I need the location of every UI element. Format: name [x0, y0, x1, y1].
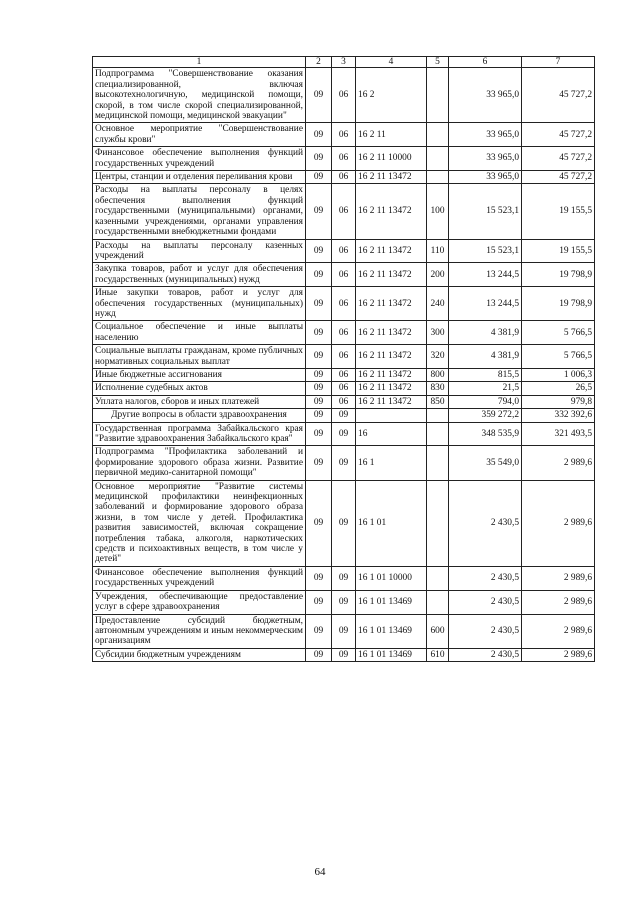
amount-year-2-cell: 979,8: [522, 395, 595, 408]
expense-type-cell: [427, 171, 449, 184]
column-header: 1: [93, 57, 306, 68]
amount-year-1-cell: 33 965,0: [449, 68, 522, 123]
amount-year-2-cell: 2 989,6: [522, 480, 595, 566]
amount-year-2-cell: 45 727,2: [522, 147, 595, 171]
amount-year-1-cell: 35 549,0: [449, 446, 522, 480]
table-row: [93, 422, 595, 446]
subsection-code-cell: 06: [332, 382, 356, 395]
subsection-code-cell: 06: [332, 368, 356, 381]
column-header: 3: [332, 57, 356, 68]
subsection-code-cell: 09: [332, 480, 356, 566]
column-header: 5: [427, 57, 449, 68]
row-name-cell: Социальные выплаты гражданам, кроме публичных нормативных социальных выплат: [93, 345, 306, 369]
amount-year-1-cell: 15 523,1: [449, 184, 522, 239]
row-name-cell: Подпрограмма "Совершенствование оказания специализированной, включая высокотехнологичную, медицинской помощи, скорой, в том числе скорой специализированной, медицинской помощи, медицинской эвакуации": [93, 68, 306, 123]
expense-type-cell: [427, 480, 449, 566]
row-name-cell: Социальное обеспечение и иные выплаты населению: [93, 321, 306, 345]
target-article-cell: 16 2 11 10000: [356, 147, 427, 171]
subsection-code-cell: 06: [332, 345, 356, 369]
amount-year-2-cell: 2 989,6: [522, 446, 595, 480]
table-row: [93, 382, 595, 395]
section-code-cell: 09: [306, 480, 332, 566]
amount-year-1-cell: 359 272,2: [449, 409, 522, 422]
table-header-row: [93, 57, 595, 68]
amount-year-2-cell: 19 798,9: [522, 263, 595, 287]
amount-year-2-cell: 1 006,3: [522, 368, 595, 381]
target-article-cell: 16 1 01: [356, 480, 427, 566]
target-article-cell: 16 1: [356, 446, 427, 480]
row-name-cell: Финансовое обеспечение выполнения функций государственных учреждений: [93, 147, 306, 171]
target-article-cell: 16 1 01 13469: [356, 648, 427, 661]
amount-year-2-cell: 5 766,5: [522, 321, 595, 345]
amount-year-1-cell: 21,5: [449, 382, 522, 395]
section-code-cell: 09: [306, 68, 332, 123]
target-article-cell: 16 2 11 13472: [356, 395, 427, 408]
target-article-cell: 16: [356, 422, 427, 446]
section-code-cell: 09: [306, 171, 332, 184]
row-name-cell: Основное мероприятие "Развитие системы медицинской профилактики неинфекционных заболеваний и формирование здорового образа жизни, в том числе у детей. Профилактика развития зависимостей, включая сокращение потребления табака, алкоголя, наркотических средств и психоактивных веществ, в том числе у детей": [93, 480, 306, 566]
column-header: 4: [356, 57, 427, 68]
subsection-code-cell: 06: [332, 184, 356, 239]
table-row: [93, 287, 595, 321]
section-code-cell: 09: [306, 287, 332, 321]
expense-type-cell: 200: [427, 263, 449, 287]
amount-year-2-cell: 45 727,2: [522, 171, 595, 184]
expense-type-cell: [427, 590, 449, 614]
amount-year-2-cell: 332 392,6: [522, 409, 595, 422]
table-row: [93, 614, 595, 648]
amount-year-1-cell: 4 381,9: [449, 345, 522, 369]
expense-type-cell: 600: [427, 614, 449, 648]
row-name-cell: Расходы на выплаты персоналу казенных учреждений: [93, 239, 306, 263]
subsection-code-cell: 09: [332, 590, 356, 614]
section-code-cell: 09: [306, 147, 332, 171]
expense-type-cell: [427, 422, 449, 446]
subsection-code-cell: 09: [332, 446, 356, 480]
table-row: [93, 345, 595, 369]
amount-year-2-cell: 2 989,6: [522, 614, 595, 648]
subsection-code-cell: 06: [332, 321, 356, 345]
amount-year-1-cell: 33 965,0: [449, 123, 522, 147]
subsection-code-cell: 09: [332, 409, 356, 422]
amount-year-2-cell: 2 989,6: [522, 648, 595, 661]
column-header: 2: [306, 57, 332, 68]
target-article-cell: 16 2 11 13472: [356, 239, 427, 263]
row-name-cell: Субсидии бюджетным учреждениям: [93, 648, 306, 661]
expense-type-cell: 850: [427, 395, 449, 408]
table-row: [93, 239, 595, 263]
section-code-cell: 09: [306, 409, 332, 422]
target-article-cell: 16 2 11 13472: [356, 321, 427, 345]
table-row: [93, 590, 595, 614]
table-row: [93, 123, 595, 147]
subsection-code-cell: 09: [332, 614, 356, 648]
row-name-cell: Расходы на выплаты персоналу в целях обеспечения выполнения функций государственными (муниципальными) органами, казенными учреждениями, органами управления государственными внебюджетными фондами: [93, 184, 306, 239]
section-code-cell: 09: [306, 446, 332, 480]
table-row: [93, 171, 595, 184]
target-article-cell: 16 1 01 13469: [356, 614, 427, 648]
subsection-code-cell: 06: [332, 287, 356, 321]
expense-type-cell: 800: [427, 368, 449, 381]
amount-year-2-cell: 26,5: [522, 382, 595, 395]
subsection-code-cell: 06: [332, 147, 356, 171]
amount-year-1-cell: 348 535,9: [449, 422, 522, 446]
section-code-cell: 09: [306, 395, 332, 408]
expense-type-cell: 110: [427, 239, 449, 263]
row-name-cell: Исполнение судебных актов: [93, 382, 306, 395]
section-code-cell: 09: [306, 123, 332, 147]
row-name-cell: Основное мероприятие "Совершенствование службы крови": [93, 123, 306, 147]
amount-year-2-cell: 321 493,5: [522, 422, 595, 446]
amount-year-1-cell: 13 244,5: [449, 287, 522, 321]
section-code-cell: 09: [306, 321, 332, 345]
expense-type-cell: [427, 68, 449, 123]
target-article-cell: 16 2 11: [356, 123, 427, 147]
expense-type-cell: 300: [427, 321, 449, 345]
section-code-cell: 09: [306, 614, 332, 648]
amount-year-1-cell: 2 430,5: [449, 614, 522, 648]
subsection-code-cell: 09: [332, 422, 356, 446]
target-article-cell: 16 2 11 13472: [356, 345, 427, 369]
amount-year-2-cell: 45 727,2: [522, 123, 595, 147]
subsection-code-cell: 09: [332, 648, 356, 661]
amount-year-2-cell: 19 155,5: [522, 184, 595, 239]
amount-year-1-cell: 4 381,9: [449, 321, 522, 345]
table-row: [93, 446, 595, 480]
subsection-code-cell: 06: [332, 263, 356, 287]
table-row: [93, 409, 595, 422]
expense-type-cell: 830: [427, 382, 449, 395]
amount-year-1-cell: 33 965,0: [449, 147, 522, 171]
column-header: 6: [449, 57, 522, 68]
target-article-cell: 16 2 11 13472: [356, 287, 427, 321]
subsection-code-cell: 09: [332, 566, 356, 590]
page-number: 64: [314, 866, 326, 878]
amount-year-1-cell: 2 430,5: [449, 480, 522, 566]
expense-type-cell: 240: [427, 287, 449, 321]
expense-type-cell: [427, 566, 449, 590]
expense-type-cell: 320: [427, 345, 449, 369]
target-article-cell: 16 2 11 13472: [356, 263, 427, 287]
target-article-cell: 16 1 01 10000: [356, 566, 427, 590]
table-row: [93, 368, 595, 381]
row-name-cell: Финансовое обеспечение выполнения функций государственных учреждений: [93, 566, 306, 590]
row-name-cell: Учреждения, обеспечивающие предоставление услуг в сфере здравоохранения: [93, 590, 306, 614]
table-row: [93, 68, 595, 123]
table-row: [93, 263, 595, 287]
subsection-code-cell: 06: [332, 171, 356, 184]
table-row: [93, 566, 595, 590]
section-code-cell: 09: [306, 263, 332, 287]
amount-year-1-cell: 794,0: [449, 395, 522, 408]
row-name-cell: Иные бюджетные ассигнования: [93, 368, 306, 381]
expense-type-cell: 610: [427, 648, 449, 661]
row-name-cell: Закупка товаров, работ и услуг для обеспечения государственных (муниципальных) нужд: [93, 263, 306, 287]
subsection-code-cell: 06: [332, 395, 356, 408]
section-code-cell: 09: [306, 239, 332, 263]
budget-table: [92, 56, 595, 662]
expense-type-cell: [427, 123, 449, 147]
amount-year-1-cell: 2 430,5: [449, 566, 522, 590]
table-row: [93, 184, 595, 239]
expense-type-cell: 100: [427, 184, 449, 239]
row-name-cell: Государственная программа Забайкальского края "Развитие здравоохранения Забайкальского края": [93, 422, 306, 446]
row-name-cell: Иные закупки товаров, работ и услуг для обеспечения государственных (муниципальных) нужд: [93, 287, 306, 321]
section-code-cell: 09: [306, 590, 332, 614]
amount-year-1-cell: 2 430,5: [449, 648, 522, 661]
table-row: [93, 648, 595, 661]
section-code-cell: 09: [306, 345, 332, 369]
target-article-cell: 16 2 11 13472: [356, 184, 427, 239]
section-code-cell: 09: [306, 648, 332, 661]
target-article-cell: 16 2: [356, 68, 427, 123]
section-code-cell: 09: [306, 368, 332, 381]
column-header: 7: [522, 57, 595, 68]
row-name-cell: Уплата налогов, сборов и иных платежей: [93, 395, 306, 408]
section-code-cell: 09: [306, 382, 332, 395]
table-body: [93, 68, 595, 662]
target-article-cell: 16 1 01 13469: [356, 590, 427, 614]
row-name-cell: Центры, станции и отделения переливания крови: [93, 171, 306, 184]
table-row: [93, 480, 595, 566]
row-name-cell: Подпрограмма "Профилактика заболеваний и формирование здорового образа жизни. Развитие первичной медико-санитарной помощи": [93, 446, 306, 480]
subsection-code-cell: 06: [332, 68, 356, 123]
table-row: [93, 147, 595, 171]
section-code-cell: 09: [306, 184, 332, 239]
subsection-code-cell: 06: [332, 239, 356, 263]
amount-year-2-cell: 45 727,2: [522, 68, 595, 123]
row-name-cell: Другие вопросы в области здравоохранения: [93, 409, 306, 422]
section-code-cell: 09: [306, 422, 332, 446]
target-article-cell: 16 2 11 13472: [356, 171, 427, 184]
amount-year-1-cell: 33 965,0: [449, 171, 522, 184]
amount-year-1-cell: 13 244,5: [449, 263, 522, 287]
row-name-cell: Предоставление субсидий бюджетным, автономным учреждениям и иным некоммерческим организациям: [93, 614, 306, 648]
amount-year-2-cell: 2 989,6: [522, 566, 595, 590]
amount-year-1-cell: 15 523,1: [449, 239, 522, 263]
expense-type-cell: [427, 446, 449, 480]
amount-year-2-cell: 19 798,9: [522, 287, 595, 321]
expense-type-cell: [427, 147, 449, 171]
amount-year-2-cell: 19 155,5: [522, 239, 595, 263]
target-article-cell: [356, 409, 427, 422]
amount-year-2-cell: 2 989,6: [522, 590, 595, 614]
table-row: [93, 321, 595, 345]
expense-type-cell: [427, 409, 449, 422]
target-article-cell: 16 2 11 13472: [356, 368, 427, 381]
subsection-code-cell: 06: [332, 123, 356, 147]
amount-year-1-cell: 2 430,5: [449, 590, 522, 614]
target-article-cell: 16 2 11 13472: [356, 382, 427, 395]
amount-year-1-cell: 815,5: [449, 368, 522, 381]
amount-year-2-cell: 5 766,5: [522, 345, 595, 369]
table-row: [93, 395, 595, 408]
section-code-cell: 09: [306, 566, 332, 590]
